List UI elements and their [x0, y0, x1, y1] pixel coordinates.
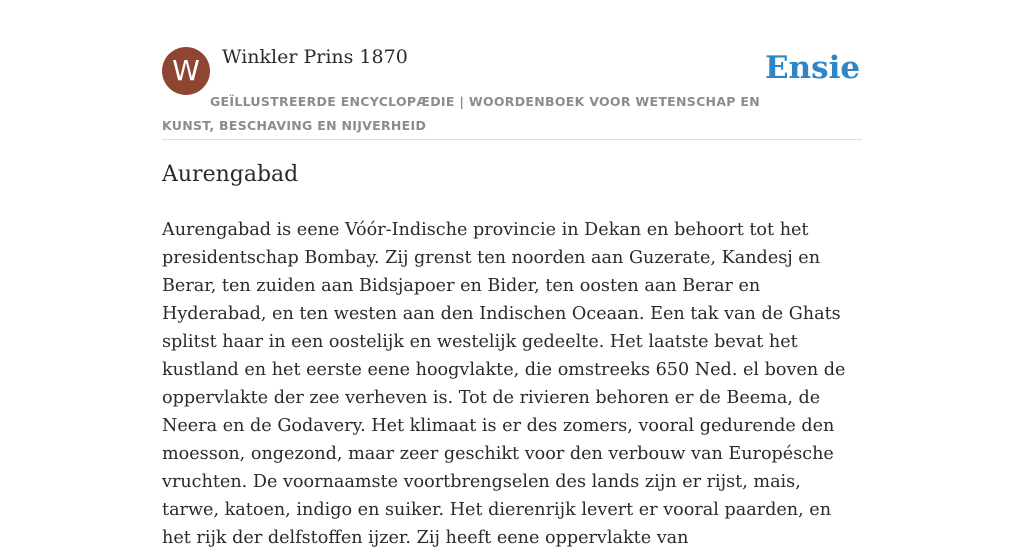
source-subtitle: GEÏLLUSTREERDE ENCYCLOPÆDIE | WOORDENBOEK VOOR WETENSCHAP EN KUNST, BESCHAVING EN NIJVERHEID [162, 94, 760, 133]
article-body: Aurengabad is eene Vóór-Indische provincie in Dekan en behoort tot het presidentschap Bombay. Zij grenst ten noorden aan Guzerate, Kandesj en Berar, ten zuiden aan Bidsjapoer en Bider, ten oosten aan Berar en Hyderabad, en ten westen aan den Indischen Oceaan. Een tak van de Ghats splitst haar in een oostelijk en westelijk gedeelte. Het laatste bevat het kustland en het eerste eene hoogvlakte, die omstreeks 650 Ned. el boven de oppervlakte der zee verheven is. Tot de rivieren behoren er de Beema, de Neera en de Godavery. Het klimaat is er des zomers, vooral gedurende den moesson, ongezond, maar zeer geschikt voor den verbouw van Europésche vruchten. De voornaamste voortbrengselen des lands zijn er rijst, mais, tarwe, katoen, indigo en suiker. Het dierenrijk levert er vooral paarden, en het rijk der delfstoffen ijzer. Zij heeft eene oppervlakte van [162, 220, 846, 548]
ensie-logo[interactable]: Ensie [765, 50, 861, 86]
article-title: Aurengabad [162, 162, 299, 187]
header-divider [162, 139, 862, 140]
source-avatar[interactable]: W [162, 47, 210, 95]
source-title[interactable]: Winkler Prins 1870 [222, 46, 408, 68]
